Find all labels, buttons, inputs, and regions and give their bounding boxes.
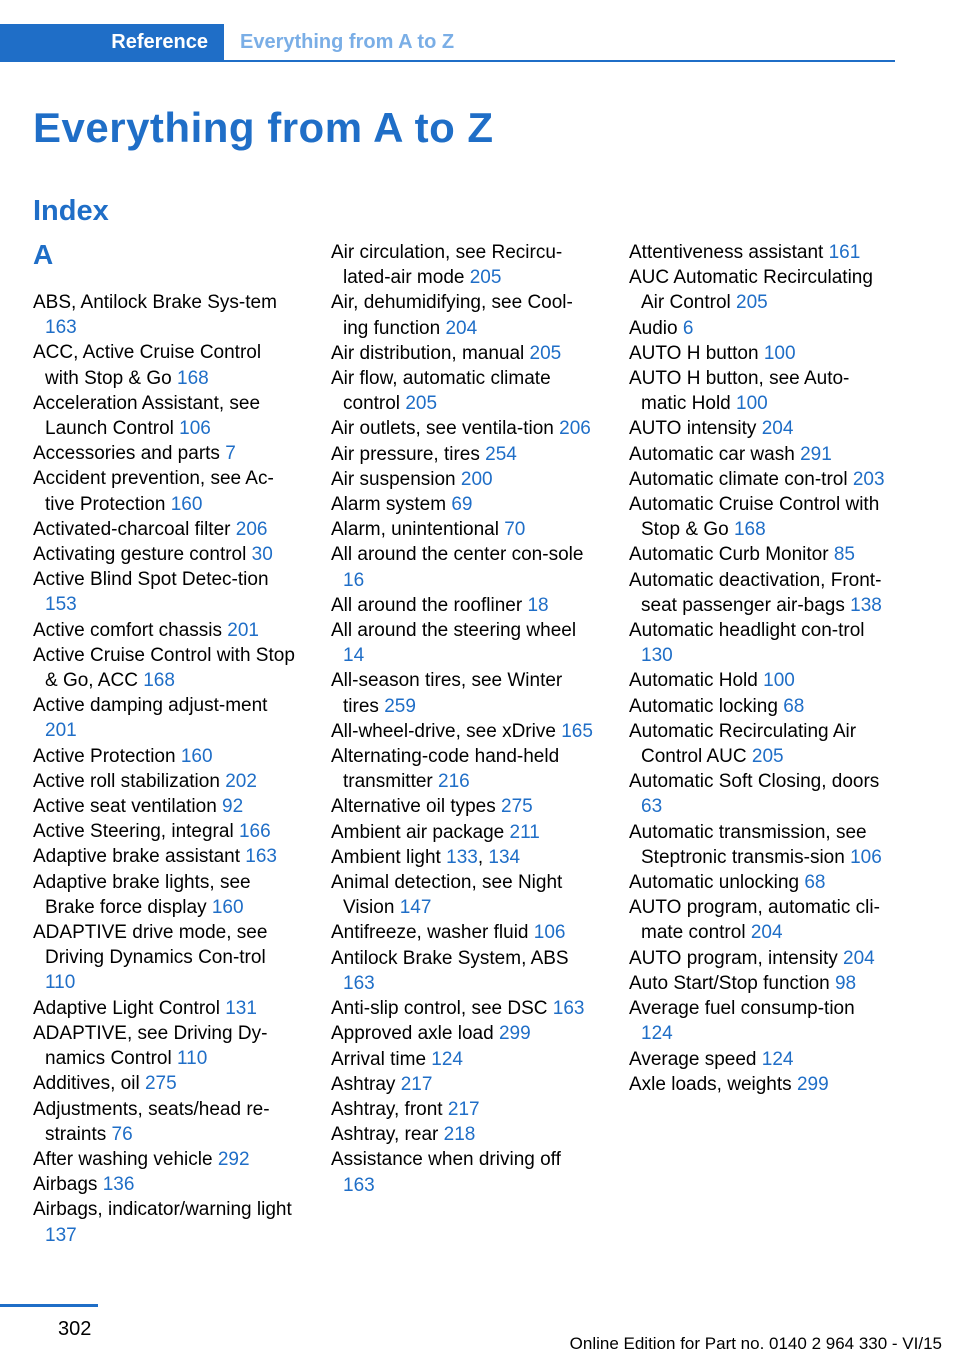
index-entry [331, 946, 593, 996]
page-link[interactable]: 165 [561, 720, 593, 742]
index-term: Assistance when driving off [331, 1149, 561, 1171]
index-term: Automatic unlocking [629, 872, 800, 894]
index-entry [331, 442, 593, 467]
index-entry [331, 618, 593, 668]
index-entry [331, 870, 593, 920]
index-term: Ambient light [331, 846, 441, 868]
index-term: Active Protection [33, 745, 176, 767]
page-link[interactable]: 134 [488, 846, 521, 868]
index-term: ADAPTIVE, see Driving Dy-namics Control [33, 1022, 268, 1070]
index-term: Adaptive Light Control [33, 997, 220, 1019]
index-entry: Ambient light 133, 134 [331, 846, 521, 868]
page-link[interactable]: 201 [45, 720, 77, 742]
index-term: AUTO intensity [629, 418, 757, 440]
index-term: Accessories and parts [33, 443, 220, 465]
index-term: Airbags, indicator/warning light [33, 1199, 292, 1221]
page-link[interactable]: 204 [445, 317, 478, 339]
index-entry [629, 618, 891, 668]
index-entry [331, 1147, 593, 1197]
page-link[interactable]: 98 [834, 972, 857, 994]
index-term: All-season tires, see Winter tires [331, 670, 563, 717]
index-entry [629, 820, 891, 870]
index-entry [33, 819, 295, 844]
page-link[interactable]: 166 [238, 821, 271, 843]
index-term: Ambient air package [331, 821, 505, 843]
index-term: Air circulation, see Recircu-lated-air mode [331, 242, 563, 289]
index-entry [331, 719, 593, 744]
page-link[interactable]: 106 [533, 922, 566, 944]
page-link[interactable]: 163 [343, 1174, 375, 1196]
index-entry [33, 542, 295, 567]
index-entry [331, 920, 593, 945]
index-entry [629, 895, 891, 945]
index-entry [331, 1122, 593, 1147]
index-entry [629, 240, 891, 265]
index-term: Antifreeze, washer fluid [331, 922, 529, 944]
page-link[interactable]: 76 [111, 1123, 133, 1145]
index-term: Adjustments, seats/head re-straints [33, 1098, 270, 1145]
page-link[interactable]: 299 [796, 1073, 829, 1095]
index-term: Average fuel consump-tion [629, 998, 855, 1020]
index-term: Anti-slip control, see DSC [331, 998, 548, 1020]
page-link[interactable]: 136 [102, 1174, 135, 1196]
page-link[interactable]: 100 [763, 342, 796, 364]
index-column-1 [33, 240, 295, 1248]
index-term: Active Steering, integral [33, 821, 234, 843]
index-term: Automatic Hold [629, 670, 758, 692]
index-term: AUTO H button [629, 342, 759, 364]
index-entry [629, 442, 891, 467]
page-link[interactable]: 259 [384, 695, 416, 717]
index-entry [33, 769, 295, 794]
page-link[interactable]: 254 [485, 443, 517, 465]
index-term: Automatic climate con-trol [629, 468, 848, 490]
index-entry [629, 416, 891, 441]
index-term: Automatic deactivation, Front-seat passenger air-bags [629, 569, 882, 616]
index-term: Activated-charcoal filter [33, 518, 231, 540]
page-link[interactable]: 160 [211, 896, 244, 918]
page-link[interactable]: 138 [850, 594, 882, 616]
index-letter: A [33, 239, 54, 270]
index-entry [331, 517, 593, 542]
index-term: Animal detection, see Night Vision [331, 872, 563, 919]
page-link[interactable]: 18 [527, 594, 549, 616]
page-link[interactable]: 69 [451, 494, 473, 516]
index-term: Airbags [33, 1174, 98, 1196]
index-entry [331, 290, 593, 340]
index-entry [331, 1047, 593, 1072]
index-entry [33, 1197, 295, 1247]
index-entry [33, 340, 295, 390]
index-entry [33, 391, 295, 441]
index-entry [331, 366, 593, 416]
index-term: Active Blind Spot Detec-tion [33, 569, 269, 591]
index-entry [33, 567, 295, 617]
index-entry [331, 1021, 593, 1046]
page-link[interactable]: 110 [45, 972, 76, 994]
page-link[interactable]: 202 [225, 770, 257, 792]
index-term: Active Cruise Control with Stop & Go, ACC [33, 644, 295, 692]
page-link[interactable]: 63 [641, 796, 663, 818]
index-entry [629, 316, 891, 341]
index-entry [331, 467, 593, 492]
index-term: Alarm, unintentional [331, 519, 499, 541]
page-link[interactable]: 163 [245, 846, 277, 868]
page-link[interactable]: 217 [400, 1073, 433, 1095]
page-link[interactable]: 204 [761, 418, 794, 440]
index-term: Ashtray [331, 1073, 396, 1095]
page-link[interactable]: 291 [800, 443, 832, 465]
page-link[interactable]: 275 [144, 1073, 177, 1095]
page-link[interactable]: 205 [529, 342, 562, 364]
page-link[interactable]: 100 [736, 393, 768, 415]
index-term: Air suspension [331, 468, 456, 490]
index-entry [33, 920, 295, 996]
index-entry [33, 466, 295, 516]
index-entry [629, 719, 891, 769]
index-entry [629, 542, 891, 567]
index-entry [629, 769, 891, 819]
index-entry [33, 441, 295, 466]
header-bar [0, 24, 895, 62]
index-term: Activating gesture control [33, 544, 247, 566]
page-link[interactable]: 124 [431, 1048, 463, 1070]
index-entry [331, 416, 593, 441]
index-term: Axle loads, weights [629, 1073, 792, 1095]
index-entry [331, 996, 593, 1021]
index-term: Air distribution, manual [331, 342, 525, 364]
page-link[interactable]: 100 [763, 670, 795, 692]
breadcrumb[interactable]: Everything from A to Z [240, 30, 455, 53]
page-link[interactable]: 68 [804, 872, 826, 894]
page-link[interactable]: 124 [761, 1048, 794, 1070]
page-link[interactable]: 205 [751, 746, 784, 768]
index-entry [629, 1072, 891, 1097]
page-link[interactable]: 163 [343, 972, 375, 994]
index-term: Automatic locking [629, 695, 778, 717]
page-link[interactable]: 16 [343, 569, 365, 591]
index-entry [331, 744, 593, 794]
index-term: Ashtray, front [331, 1098, 443, 1120]
index-term: AUTO H button, see Auto-matic Hold [629, 368, 850, 415]
index-entry [331, 820, 593, 845]
index-term: AUC Automatic Recirculating Air Control [629, 267, 873, 314]
index-entry [331, 492, 593, 517]
page-link[interactable]: 200 [460, 468, 493, 490]
index-entry [629, 341, 891, 366]
section-tab[interactable]: Reference [0, 24, 224, 60]
page-link[interactable]: 201 [227, 619, 259, 641]
index-term: Automatic car wash [629, 443, 795, 465]
index-entry [629, 946, 891, 971]
index-entry [629, 694, 891, 719]
page-link[interactable]: 204 [750, 922, 783, 944]
page-link[interactable]: 217 [447, 1098, 480, 1120]
page-link[interactable]: 106 [850, 846, 882, 868]
index-entry [33, 618, 295, 643]
index-entry [331, 1072, 593, 1097]
page-link[interactable]: 6 [682, 317, 694, 339]
index-term: ACC, Active Cruise Control with Stop & Go [33, 342, 262, 389]
index-term: Automatic Cruise Control with Stop & Go [629, 494, 880, 541]
page-link[interactable]: 14 [343, 645, 365, 667]
index-column-2 [331, 240, 593, 1198]
index-term: AUTO program, intensity [629, 947, 838, 969]
index-term: Alarm system [331, 494, 447, 516]
index-term: ADAPTIVE drive mode, see Driving Dynamics Con-trol [33, 922, 268, 969]
index-term: Air flow, automatic climate control [331, 368, 551, 415]
index-entry [629, 668, 891, 693]
index-entry [33, 744, 295, 769]
index-term: Attentiveness assistant [629, 242, 824, 263]
index-entry [629, 265, 891, 315]
page-link[interactable]: 124 [641, 1023, 673, 1045]
page-link[interactable]: 85 [833, 544, 855, 566]
index-entry [33, 1021, 295, 1071]
page-number: 302 [58, 1318, 92, 1340]
index-entry [331, 794, 593, 819]
index-term: Automatic Soft Closing, doors [629, 771, 880, 793]
page-link[interactable]: 206 [559, 418, 591, 440]
index-entry [33, 1071, 295, 1096]
index-entry [629, 971, 891, 996]
index-entry [331, 668, 593, 718]
index-entry [33, 693, 295, 743]
index-entry [629, 1047, 891, 1072]
page-link[interactable]: 292 [217, 1148, 250, 1170]
page-link[interactable]: 133 [446, 846, 478, 868]
page-link[interactable]: 206 [235, 518, 268, 540]
index-entry [33, 517, 295, 542]
index-term: All around the center con-sole [331, 544, 584, 566]
index-heading: Index [33, 195, 109, 227]
page-link[interactable]: 218 [443, 1124, 476, 1146]
page-link[interactable]: 68 [783, 695, 805, 717]
index-entry [629, 492, 891, 542]
page-link[interactable]: 106 [179, 418, 211, 440]
index-entry [331, 542, 593, 592]
index-term: Ashtray, rear [331, 1124, 439, 1146]
index-term: All around the steering wheel [331, 620, 577, 642]
page-link[interactable]: 160 [170, 493, 203, 515]
edition-note: Online Edition for Part no. 0140 2 964 330 - VI/15 [569, 1334, 942, 1353]
index-entry [331, 593, 593, 618]
index-entry [33, 1172, 295, 1197]
index-entry [33, 290, 295, 340]
index-term: Automatic Curb Monitor [629, 544, 829, 566]
index-term: Arrival time [331, 1048, 427, 1070]
page-link[interactable]: 203 [852, 468, 885, 490]
page-link[interactable]: 205 [405, 393, 438, 415]
index-entry [33, 794, 295, 819]
page-link[interactable]: 163 [45, 317, 77, 339]
page-link[interactable]: 275 [501, 796, 533, 818]
index-term: Air, dehumidifying, see Cool-ing function [331, 292, 573, 339]
page-title: Everything from A to Z [33, 104, 494, 151]
page-link[interactable]: 92 [222, 796, 244, 818]
index-term: Accident prevention, see Ac-tive Protection [33, 468, 274, 515]
index-term: Alternating-code hand-held transmitter [331, 746, 560, 793]
index-entry [629, 870, 891, 895]
index-term: Active seat ventilation [33, 796, 217, 818]
page-link[interactable]: 163 [552, 998, 585, 1020]
index-term: Air outlets, see ventila-tion [331, 418, 554, 440]
index-term: Acceleration Assistant, see Launch Control [33, 392, 261, 440]
index-term: ABS, Antilock Brake Sys-tem [33, 292, 277, 313]
index-term: After washing vehicle [33, 1148, 213, 1170]
index-column-3 [629, 240, 891, 1097]
index-entry [33, 996, 295, 1021]
index-entry [33, 1097, 295, 1147]
page-link[interactable]: 205 [469, 267, 502, 289]
page-link[interactable]: 216 [438, 771, 470, 793]
page-link[interactable]: 131 [225, 997, 257, 1019]
page-link[interactable]: 161 [828, 242, 861, 263]
index-term: Antilock Brake System, ABS [331, 947, 569, 969]
page-link[interactable]: 299 [498, 1023, 531, 1045]
page-link[interactable]: 7 [225, 443, 236, 465]
index-entry [331, 240, 593, 290]
index-term: All-wheel-drive, see xDrive [331, 720, 556, 742]
page-link[interactable]: 110 [177, 1048, 208, 1070]
page-link[interactable]: 147 [399, 897, 432, 919]
index-entry [629, 467, 891, 492]
page-link[interactable]: 137 [45, 1224, 77, 1246]
index-term: All around the roofliner [331, 594, 523, 616]
index-entry [33, 1147, 295, 1172]
index-entry [331, 341, 593, 366]
index-term: Alternative oil types [331, 796, 496, 818]
index-term: Air pressure, tires [331, 443, 480, 465]
index-entry [33, 870, 295, 920]
index-entry [629, 568, 891, 618]
index-term: AUTO program, automatic cli-mate control [629, 897, 880, 944]
index-entry [629, 366, 891, 416]
footer-rule [0, 1304, 98, 1307]
page-link[interactable]: 70 [504, 519, 526, 541]
index-term: Additives, oil [33, 1073, 140, 1095]
page-link[interactable]: 30 [251, 544, 273, 566]
page-link[interactable]: 160 [180, 745, 213, 767]
index-term: Active comfort chassis [33, 619, 222, 641]
index-term: Automatic headlight con-trol [629, 620, 865, 642]
page-link[interactable]: 153 [45, 594, 77, 616]
index-term: Automatic transmission, see Steptronic transmis-sion [629, 821, 867, 868]
index-term: Active damping adjust-ment [33, 695, 268, 717]
index-entry [331, 1097, 593, 1122]
index-term: Audio [629, 317, 678, 339]
index-term: Approved axle load [331, 1023, 494, 1045]
page-link[interactable]: 168 [143, 670, 175, 692]
page-link[interactable]: 204 [843, 947, 875, 969]
index-term: Active roll stabilization [33, 770, 220, 792]
index-term: Auto Start/Stop function [629, 972, 830, 994]
index-term: Adaptive brake lights, see Brake force display [33, 871, 251, 918]
page-link[interactable]: 130 [641, 645, 673, 667]
index-term: Automatic Recirculating Air Control AUC [629, 720, 857, 768]
index-entry [33, 643, 295, 693]
index-term: Average speed [629, 1048, 757, 1070]
page-link[interactable]: 168 [733, 519, 766, 541]
index-entry [33, 844, 295, 869]
index-entry [629, 996, 891, 1046]
page-link[interactable]: 211 [509, 821, 540, 843]
index-term: Adaptive brake assistant [33, 846, 241, 868]
page-link[interactable]: 205 [736, 292, 768, 314]
page-link[interactable]: 168 [177, 367, 209, 389]
